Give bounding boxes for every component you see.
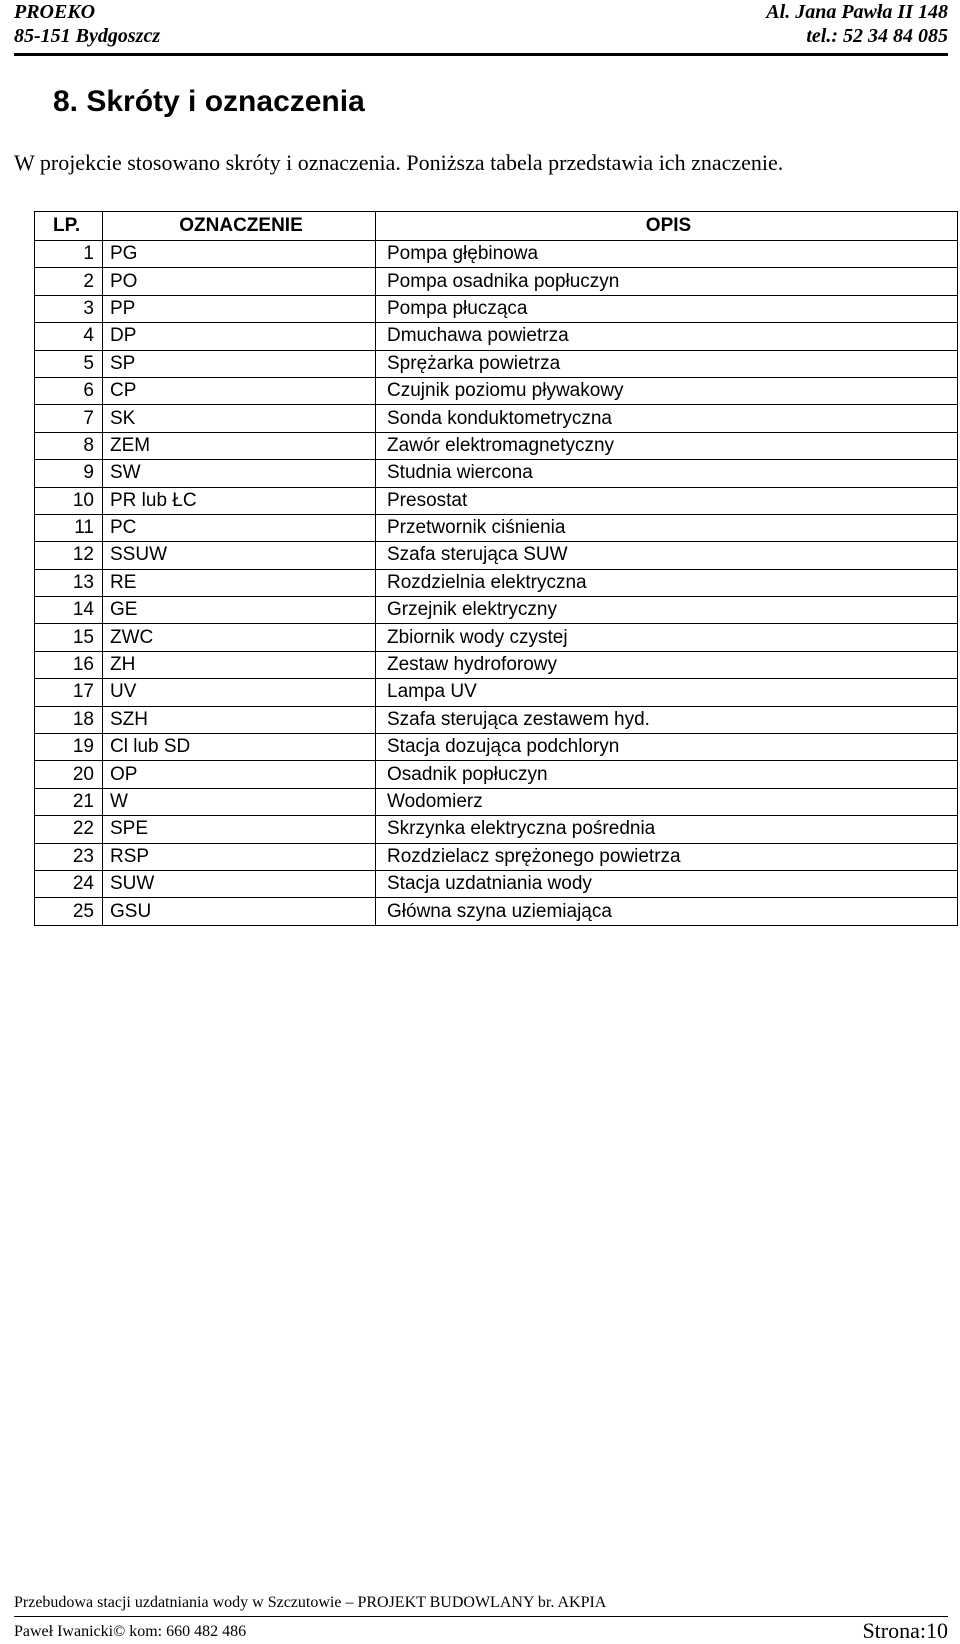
cell-desc: Zestaw hydroforowy (376, 651, 958, 678)
cell-code: ZWC (103, 624, 376, 651)
cell-lp: 17 (35, 679, 103, 706)
cell-lp: 25 (35, 898, 103, 925)
cell-code: GSU (103, 898, 376, 925)
cell-lp: 21 (35, 788, 103, 815)
cell-desc: Dmuchawa powietrza (376, 323, 958, 350)
cell-desc: Szafa sterująca zestawem hyd. (376, 706, 958, 733)
cell-code: DP (103, 323, 376, 350)
cell-desc: Stacja dozująca podchloryn (376, 734, 958, 761)
cell-lp: 5 (35, 350, 103, 377)
cell-lp: 10 (35, 487, 103, 514)
table-row (35, 241, 958, 268)
cell-code: RE (103, 569, 376, 596)
table-row (35, 843, 958, 870)
cell-desc: Lampa UV (376, 679, 958, 706)
table-row (35, 788, 958, 815)
cell-code: SP (103, 350, 376, 377)
column-header-desc: OPIS (376, 212, 958, 241)
table-header-row (35, 212, 958, 241)
table-row (35, 405, 958, 432)
table-row (35, 734, 958, 761)
header-company-block (14, 0, 160, 48)
table-row (35, 651, 958, 678)
cell-code: SK (103, 405, 376, 432)
cell-code: UV (103, 679, 376, 706)
cell-desc: Pompa osadnika popłuczyn (376, 268, 958, 295)
cell-code: Cl lub SD (103, 734, 376, 761)
cell-lp: 23 (35, 843, 103, 870)
header-street: Al. Jana Pawła II 148 (766, 1, 948, 23)
cell-desc: Stacja uzdatniania wody (376, 870, 958, 897)
table-row (35, 761, 958, 788)
cell-lp: 4 (35, 323, 103, 350)
cell-lp: 7 (35, 405, 103, 432)
cell-lp: 9 (35, 460, 103, 487)
cell-lp: 2 (35, 268, 103, 295)
header-address-block (766, 0, 948, 48)
cell-code: ZEM (103, 432, 376, 459)
table-row (35, 597, 958, 624)
cell-lp: 14 (35, 597, 103, 624)
cell-desc: Pompa płucząca (376, 295, 958, 322)
cell-desc: Czujnik poziomu pływakowy (376, 377, 958, 404)
cell-code: PP (103, 295, 376, 322)
table-row (35, 268, 958, 295)
cell-desc: Sonda konduktometryczna (376, 405, 958, 432)
page-header (14, 0, 948, 52)
cell-desc: Rozdzielacz sprężonego powietrza (376, 843, 958, 870)
table-row (35, 432, 958, 459)
table-body (35, 241, 958, 926)
column-header-lp: LP. (35, 212, 103, 241)
cell-code: GE (103, 597, 376, 624)
cell-desc: Zawór elektromagnetyczny (376, 432, 958, 459)
table-row (35, 624, 958, 651)
cell-desc: Sprężarka powietrza (376, 350, 958, 377)
cell-lp: 18 (35, 706, 103, 733)
cell-code: PC (103, 514, 376, 541)
footer-project: Przebudowa stacji uzdatniania wody w Szczutowie – PROJEKT BUDOWLANY br. AKPIA (14, 1594, 607, 1611)
table-row (35, 460, 958, 487)
table-row (35, 295, 958, 322)
header-company: PROEKO (14, 1, 96, 23)
cell-code: PG (103, 241, 376, 268)
footer-author: Paweł Iwanicki© kom: 660 482 486 (14, 1623, 247, 1640)
cell-desc: Pompa głębinowa (376, 241, 958, 268)
cell-lp: 3 (35, 295, 103, 322)
cell-desc: Przetwornik ciśnienia (376, 514, 958, 541)
cell-desc: Skrzynka elektryczna pośrednia (376, 816, 958, 843)
cell-code: SW (103, 460, 376, 487)
table-row (35, 542, 958, 569)
cell-lp: 19 (35, 734, 103, 761)
cell-lp: 6 (35, 377, 103, 404)
cell-desc: Zbiornik wody czystej (376, 624, 958, 651)
cell-code: PO (103, 268, 376, 295)
table-row (35, 679, 958, 706)
cell-desc: Presostat (376, 487, 958, 514)
page-number: 10 (926, 1618, 948, 1643)
cell-lp: 13 (35, 569, 103, 596)
table-row (35, 898, 958, 925)
cell-desc: Główna szyna uziemiająca (376, 898, 958, 925)
cell-code: W (103, 788, 376, 815)
cell-code: PR lub ŁC (103, 487, 376, 514)
intro-paragraph: W projekcie stosowano skróty i oznaczenia. Poniższa tabela przedstawia ich znaczenie. (14, 150, 784, 175)
cell-code: RSP (103, 843, 376, 870)
cell-code: SPE (103, 816, 376, 843)
table-row (35, 487, 958, 514)
cell-lp: 1 (35, 241, 103, 268)
cell-desc: Rozdzielnia elektryczna (376, 569, 958, 596)
header-phone: tel.: 52 34 84 085 (806, 25, 948, 47)
page-label: Strona: (862, 1618, 926, 1643)
cell-lp: 12 (35, 542, 103, 569)
cell-code: SSUW (103, 542, 376, 569)
table-row (35, 323, 958, 350)
table-row (35, 514, 958, 541)
cell-code: SZH (103, 706, 376, 733)
cell-code: ZH (103, 651, 376, 678)
table-row (35, 350, 958, 377)
cell-desc: Grzejnik elektryczny (376, 597, 958, 624)
cell-lp: 11 (35, 514, 103, 541)
cell-code: CP (103, 377, 376, 404)
table-row (35, 870, 958, 897)
cell-code: OP (103, 761, 376, 788)
cell-desc: Studnia wiercona (376, 460, 958, 487)
column-header-code: OZNACZENIE (103, 212, 376, 241)
cell-code: SUW (103, 870, 376, 897)
header-city: 85-151 Bydgoszcz (14, 25, 161, 47)
footer-page-number (862, 1618, 948, 1644)
cell-lp: 16 (35, 651, 103, 678)
table-row (35, 569, 958, 596)
cell-lp: 8 (35, 432, 103, 459)
section-title: 8. Skróty i oznaczenia (53, 85, 365, 118)
cell-lp: 24 (35, 870, 103, 897)
footer-divider (14, 1616, 948, 1617)
table-row (35, 706, 958, 733)
table-row (35, 377, 958, 404)
cell-desc: Szafa sterująca SUW (376, 542, 958, 569)
cell-lp: 20 (35, 761, 103, 788)
header-divider (14, 53, 948, 56)
cell-lp: 15 (35, 624, 103, 651)
cell-lp: 22 (35, 816, 103, 843)
abbreviations-table (34, 211, 958, 926)
cell-desc: Osadnik popłuczyn (376, 761, 958, 788)
table-row (35, 816, 958, 843)
cell-desc: Wodomierz (376, 788, 958, 815)
